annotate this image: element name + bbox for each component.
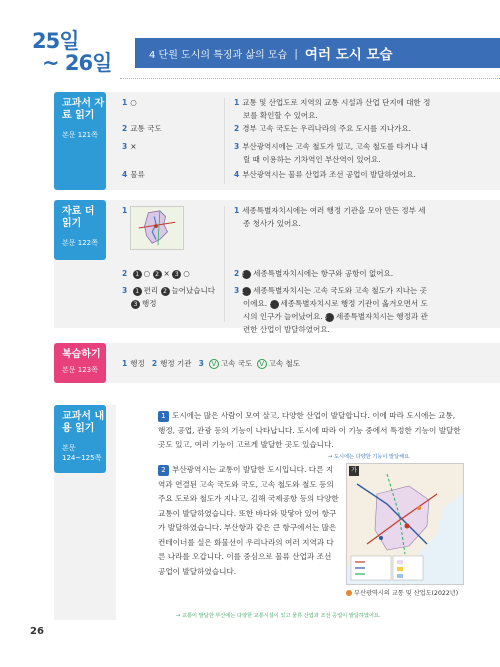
circled-number: 2 [242,270,251,279]
explanation-2 [234,267,432,280]
answer-text: 행정 [130,359,145,368]
circled-number: 1 [133,270,142,279]
section-tab [54,405,106,473]
section-tab-title: 교과서 내용 읽기 [62,411,105,434]
check-icon: V [209,359,219,369]
section-tab [54,92,106,190]
circled-number: 3 [131,300,140,309]
paragraph-number: 1 [158,411,169,422]
explanation-number: 2 [234,124,240,133]
answer-number: 3 [198,359,204,368]
page-title: 여러 도시 모습 [304,47,393,63]
explanation-text: 세종특별자치시는 행정과 관련한 산업이 발달하였어요. [243,312,428,334]
section-review [54,343,500,383]
explanation-text: 세종특별자치시에는 여러 행정 기관을 모아 만든 정부 세종 청사가 있어요. [242,206,426,228]
answer-text: × [130,142,137,151]
answer-text: 고속 철도 [268,359,300,368]
day-label-line1: 25일 [32,29,79,53]
paragraph-2 [158,463,340,579]
header-bar [135,38,500,68]
explanation-text: 세종특별자치시는 고속 국도와 고속 철도가 지나는 곳이에요. [243,286,427,308]
circled-number: 2 [153,270,162,279]
answer-number: 2 [122,124,128,133]
explanation-text: 세종특별자치시에는 항구와 공항이 없어요. [253,269,394,278]
explanation-number: 4 [234,170,240,179]
answer-4 [122,168,222,181]
circled-number: 3 [172,270,181,279]
section-tab-title: 교과서 자료 읽기 [62,98,105,121]
section-tab-page: 본문 123쪽 [62,366,98,374]
explanation-text: 교통 및 산업도로 지역의 교통 시설과 산업 단지에 대한 정보를 확인할 수 있어요. [242,98,431,120]
answer-number: 3 [122,142,128,151]
circled-number: 2 [161,287,170,296]
section-tab-page: 본문 122쪽 [62,239,98,247]
divider [224,98,225,184]
section-tab [54,200,106,260]
answer-2 [122,267,222,280]
answer-number: 2 [151,359,158,368]
section-content [116,92,500,190]
paragraph-note: → 교통이 발달한 부산에는 다양한 교통시설이 있고 물류 산업과 조선 공업이 발달하였어요. [176,613,381,619]
section-tab-title: 복습하기 [62,349,101,360]
answer-text: ○ [143,269,151,278]
explanation-text: 부산광역시는 물류 산업과 조선 공업이 발달하였어요. [242,170,416,179]
header-divider [120,78,500,79]
answer-text: 늘어났습니다 [171,286,215,295]
answer-number: 4 [122,170,128,179]
circled-number: 1 [242,287,251,296]
section-tab-page: 본문 124~125쪽 [62,444,102,462]
answer-text: ○ [130,98,137,107]
answer-number: 2 [122,269,128,278]
explanation-text: 세종특별자치시로 행정 기관이 옮겨오면서 도시의 인구가 늘어났어요. [243,299,428,321]
explanation-number: 3 [234,142,240,151]
answer-text: 행정 [142,299,157,308]
explanation-1 [234,204,432,230]
circled-number: 1 [133,287,142,296]
caption-marker-icon [346,590,352,596]
busan-map [346,463,464,585]
explanation-3 [234,284,432,336]
explanation-text: 경부 고속 국도는 우리나라의 주요 도시를 지나가요. [242,124,412,133]
explanation-1 [234,96,432,122]
explanation-number: 1 [234,98,240,107]
answer-3 [122,140,222,153]
explanation-number: 2 [234,269,240,278]
section-textbook-reading [54,405,500,620]
answer-text: 행정 기관 [160,359,192,368]
page-number: 26 [30,626,44,637]
answer-text: 고속 국도 [220,359,253,368]
section-content [116,405,500,620]
explanation-number: 3 [234,286,240,295]
section-textbook-data [54,92,500,190]
answer-text: 교통 국도 [130,124,162,133]
answer-text: 물류 [130,170,145,179]
answer-number: 1 [122,359,128,368]
paragraph-text: 부산광역시는 교통이 발달한 도시입니다. 다른 지역과 연결된 고속 국도와 국도, 고속 철도와 철도 등의 주요 도로와 철도가 지나고, 김해 국제공항 등의 다양한 교통이 발달하였습니다. 또한 바다와 맞닿아 있어 항구가 발달하였습니다. 부산항과 같은 큰 항구에서는 많은 컨테이너를 실은 화물선이 우리나라의 여러 지역과 다른 나라를 오갑니다. 이를 중심으로 물류 산업과 조선 공업이 발달하였습니다. [158,465,339,576]
review-answers [122,357,442,370]
answer-number: 1 [122,206,128,215]
map-caption [346,588,458,597]
paragraph-note: → 도시에는 다양한 기능이 발달해요. [328,454,411,460]
paragraph-number: 2 [158,465,169,476]
sejong-map-image [130,206,184,250]
section-more-data [54,200,500,334]
unit-label: 4 단원 도시의 특징과 삶의 모습 [149,49,288,61]
day-label-line2: ~ 26일 [42,51,112,75]
paragraph-1 [158,409,464,453]
explanation-3 [234,140,432,166]
section-tab-title: 자료 더 읽기 [62,206,95,229]
answer-3 [122,284,232,310]
map-caption-text: 부산광역시의 교통 및 산업도(2022년) [354,590,459,597]
circled-number: 2 [270,300,279,309]
section-tab-page: 본문 121쪽 [62,131,98,139]
explanation-text: 부산광역시에는 고속 철도가 있고, 고속 철도를 타거나 내릴 때 이용하는 기차역인 부산역이 있어요. [242,142,428,164]
explanation-number: 1 [234,206,240,215]
answer-text: ○ [183,269,190,278]
paragraph-text: 도시에는 많은 사람이 모여 살고, 다양한 산업이 발달합니다. 이에 따라 도시에는 교통, 행정, 공업, 관광 등의 기능이 나타납니다. 도시에 따라 이 기능 중에서 특정한 기능이 발달한 곳도 있고, 여러 기능이 고르게 발달한 곳도 있습니다. [158,411,461,449]
map-tag: 가 [349,466,359,476]
answer-number: 3 [122,286,128,295]
section-content [116,200,500,334]
header-separator: | [294,46,298,60]
answer-1 [122,96,222,109]
explanation-2 [234,122,432,135]
section-tab [54,343,106,383]
answer-number: 1 [122,98,128,107]
section-content [116,343,500,383]
explanation-4 [234,168,432,181]
answer-text: 편리 [143,286,159,295]
check-icon: V [257,359,267,369]
day-label [32,30,111,74]
busan-map-image [347,464,463,584]
answer-2 [122,122,222,135]
circled-number: 3 [325,313,334,322]
answer-text: × [163,269,170,278]
